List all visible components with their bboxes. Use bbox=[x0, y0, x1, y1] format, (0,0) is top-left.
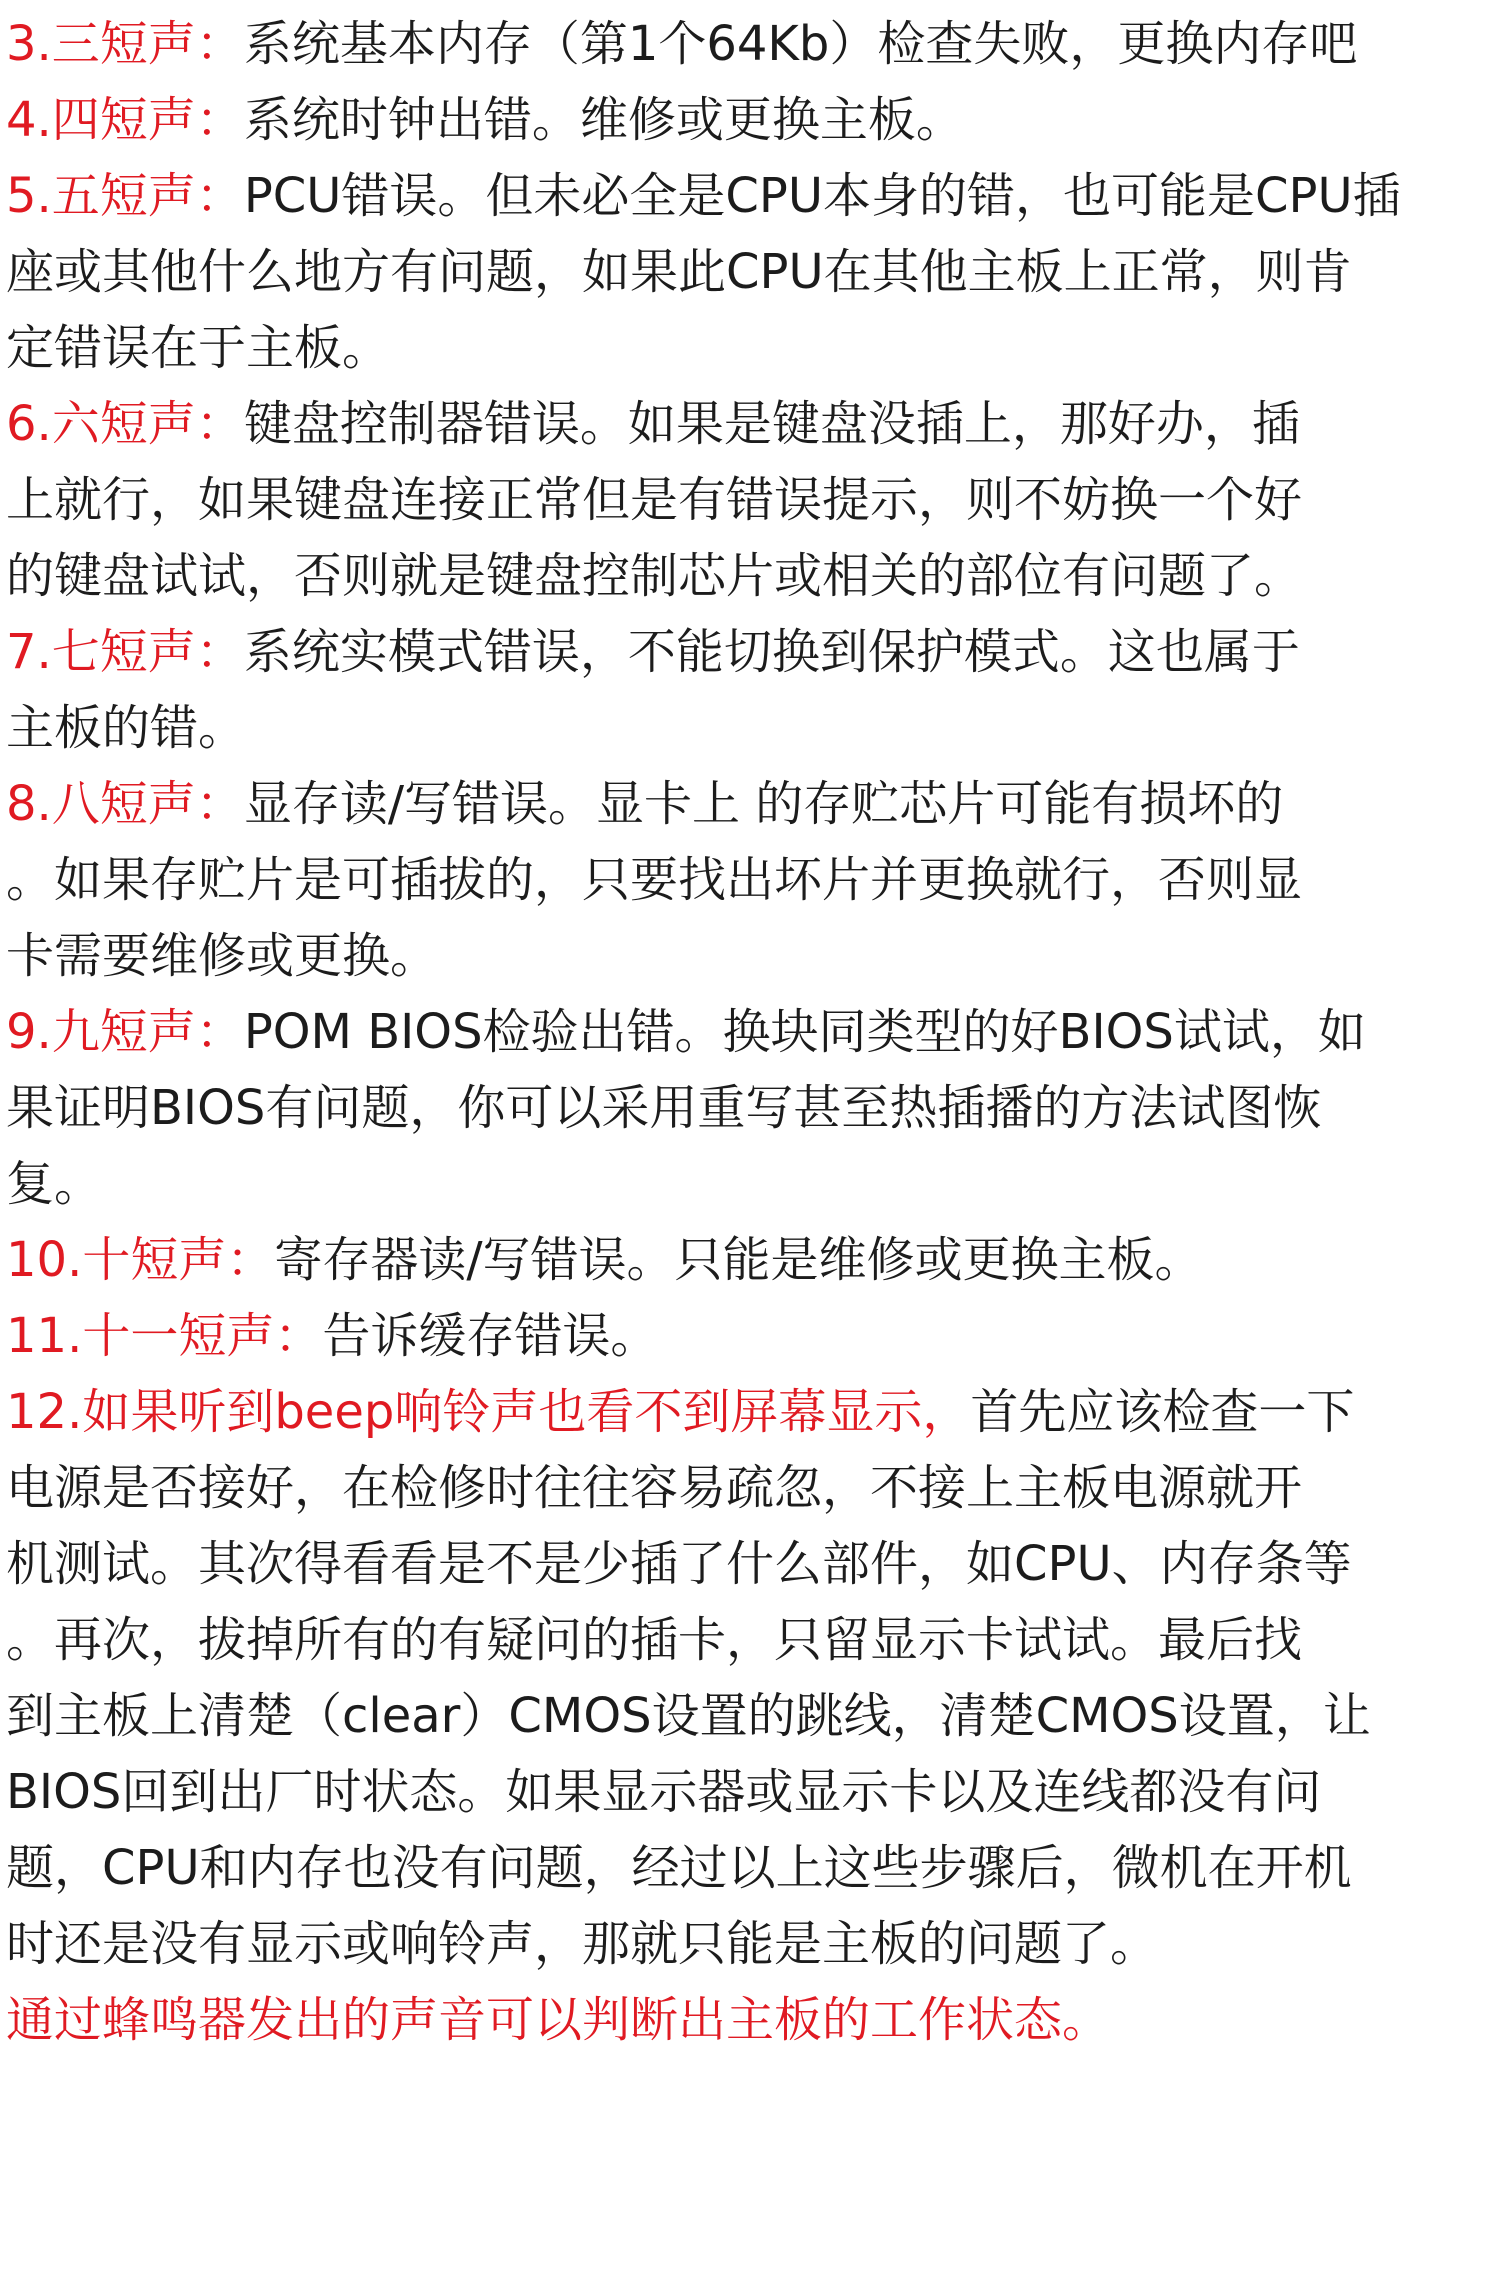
text-line: BIOS回到出厂时状态。如果显示器或显示卡以及连线都没有问 bbox=[6, 1764, 1322, 1820]
beep-code-item-3-short bbox=[6, 6, 1460, 82]
text-line: 到主板上清楚（clear）CMOS设置的跳线，清楚CMOS设置，让 bbox=[6, 1688, 1371, 1744]
text-line bbox=[6, 1374, 1460, 1450]
text-line: 的键盘试试，否则就是键盘控制芯片或相关的部位有问题了。 bbox=[6, 548, 1303, 604]
beep-code-item-10-short bbox=[6, 1222, 1460, 1298]
item-text: POM BIOS检验出错。换块同类型的好BIOS试试，如 bbox=[243, 1004, 1366, 1060]
text-line bbox=[6, 766, 1460, 842]
text-line bbox=[6, 82, 1460, 158]
text-line: 主板的错。 bbox=[6, 700, 247, 756]
text-line bbox=[6, 6, 1460, 82]
text-line: 上就行，如果键盘连接正常但是有错误提示，则不妨换一个好 bbox=[6, 472, 1303, 528]
text-line bbox=[6, 994, 1460, 1070]
text-line: 。如果存贮片是可插拔的，只要找出坏片并更换就行，否则显 bbox=[6, 852, 1303, 908]
beep-code-item-7-short bbox=[6, 614, 1460, 766]
item-text: 系统实模式错误，不能切换到保护模式。这也属于 bbox=[243, 624, 1300, 680]
text-line: 卡需要维修或更换。 bbox=[6, 928, 439, 984]
beep-code-item-8-short bbox=[6, 766, 1460, 994]
text-line: 题，CPU和内存也没有问题，经过以上这些步骤后，微机在开机 bbox=[6, 1840, 1352, 1896]
text-line: 机测试。其次得看看是不是少插了什么部件，如CPU、内存条等 bbox=[6, 1536, 1352, 1592]
item-text: PCU错误。但未必全是CPU本身的错，也可能是CPU插 bbox=[243, 168, 1401, 224]
text-line: 座或其他什么地方有问题，如果此CPU在其他主板上正常，则肯 bbox=[6, 244, 1352, 300]
beep-code-item-11-short bbox=[6, 1298, 1460, 1374]
item-text: 寄存器读/写错误。只能是维修或更换主板。 bbox=[274, 1232, 1203, 1288]
text-line bbox=[6, 386, 1460, 462]
text-line bbox=[6, 1298, 1460, 1374]
beep-code-item-4-short bbox=[6, 82, 1460, 158]
text-line bbox=[6, 1222, 1460, 1298]
item-label: 10.十短声： bbox=[6, 1232, 275, 1288]
item-label: 8.八短声： bbox=[6, 776, 244, 832]
beep-code-item-9-short bbox=[6, 994, 1460, 1222]
item-label: 4.四短声： bbox=[6, 92, 244, 148]
item-text: 首先应该检查一下 bbox=[970, 1384, 1355, 1440]
text-line: 时还是没有显示或响铃声，那就只能是主板的问题了。 bbox=[6, 1916, 1159, 1972]
item-text: 系统基本内存（第1个64Kb）检查失败，更换内存吧 bbox=[243, 16, 1358, 72]
item-label: 12.如果听到beep响铃声也看不到屏幕显示， bbox=[6, 1384, 971, 1440]
item-text: 系统时钟出错。维修或更换主板。 bbox=[243, 92, 964, 148]
item-label: 7.七短声： bbox=[6, 624, 244, 680]
item-label: 5.五短声： bbox=[6, 168, 244, 224]
item-text: 告诉缓存错误。 bbox=[322, 1308, 659, 1364]
text-line: 电源是否接好，在检修时往往容易疏忽，不接上主板电源就开 bbox=[6, 1460, 1303, 1516]
text-line: 复。 bbox=[6, 1156, 103, 1212]
text-line: 果证明BIOS有问题，你可以采用重写甚至热插播的方法试图恢 bbox=[6, 1080, 1322, 1136]
beep-code-item-6-short bbox=[6, 386, 1460, 614]
text-line bbox=[6, 614, 1460, 690]
text-line: 定错误在于主板。 bbox=[6, 320, 391, 376]
item-label: 9.九短声： bbox=[6, 1004, 244, 1060]
text-line bbox=[6, 158, 1460, 234]
text-line: 。再次，拔掉所有的有疑问的插卡，只留显示卡试试。最后找 bbox=[6, 1612, 1303, 1668]
item-label: 3.三短声： bbox=[6, 16, 244, 72]
item-text: 键盘控制器错误。如果是键盘没插上，那好办，插 bbox=[243, 396, 1300, 452]
item-text: 显存读/写错误。显卡上 的存贮芯片可能有损坏的 bbox=[243, 776, 1284, 832]
beep-code-item-12-no-display bbox=[6, 1374, 1460, 1982]
item-label: 6.六短声： bbox=[6, 396, 244, 452]
item-label: 11.十一短声： bbox=[6, 1308, 323, 1364]
beep-code-item-5-short bbox=[6, 158, 1460, 386]
conclusion-text: 通过蜂鸣器发出的声音可以判断出主板的工作状态。 bbox=[6, 1992, 1111, 2048]
